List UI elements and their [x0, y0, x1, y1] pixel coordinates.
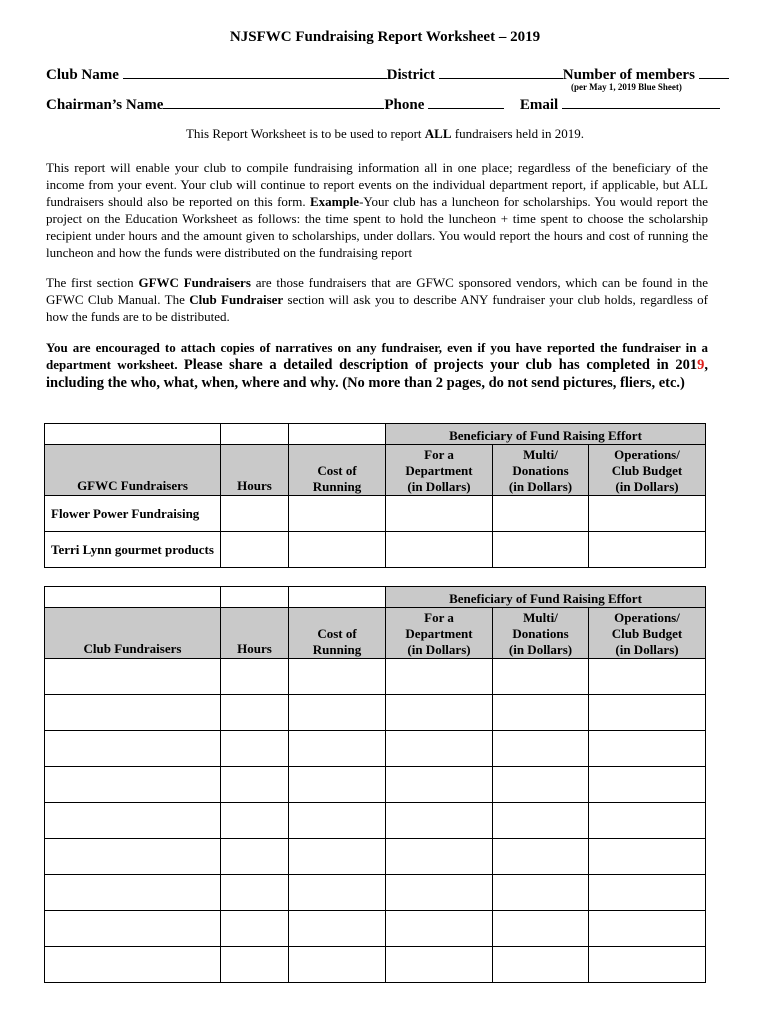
department-cell[interactable] — [386, 911, 493, 947]
table-row — [45, 659, 706, 695]
header-blank-cell — [289, 424, 386, 445]
cost-cell[interactable] — [289, 695, 386, 731]
operations-cell[interactable] — [589, 947, 706, 983]
operations-header-label: Operations/ Club Budget (in Dollars) — [611, 447, 683, 494]
operations-header — [589, 445, 706, 496]
department-cell[interactable] — [386, 767, 493, 803]
department-cell[interactable] — [386, 659, 493, 695]
department-cell[interactable] — [386, 496, 493, 532]
hours-cell[interactable] — [221, 731, 289, 767]
operations-header — [589, 608, 706, 659]
operations-cell[interactable] — [589, 911, 706, 947]
intro-sentence — [0, 126, 770, 142]
fundraiser-name-cell[interactable] — [45, 731, 221, 767]
donations-cell[interactable] — [493, 695, 589, 731]
table-row — [45, 767, 706, 803]
club-name-field[interactable] — [123, 64, 387, 79]
department-header-label: For a Department (in Dollars) — [405, 610, 473, 657]
email-field[interactable] — [562, 94, 720, 109]
donations-cell[interactable] — [493, 803, 589, 839]
cost-cell[interactable] — [289, 496, 386, 532]
donations-header-label: Multi/ Donations (in Dollars) — [508, 610, 573, 657]
club-info-line — [46, 64, 729, 84]
operations-cell[interactable] — [589, 659, 706, 695]
chairman-label: Chairman’s Name — [46, 97, 164, 113]
cost-cell[interactable] — [289, 803, 386, 839]
fundraiser-name-cell[interactable] — [45, 659, 221, 695]
header-blank-cell — [221, 424, 289, 445]
club-fundraiser-term: Club Fundraiser — [189, 292, 284, 307]
fundraiser-name-cell[interactable] — [45, 695, 221, 731]
table-row — [45, 911, 706, 947]
donations-cell[interactable] — [493, 911, 589, 947]
members-field[interactable] — [699, 64, 729, 79]
hours-header: Hours — [221, 445, 289, 496]
phone-label: Phone — [384, 97, 425, 113]
hours-cell[interactable] — [221, 695, 289, 731]
cost-header-label: Cost of Running — [312, 463, 362, 494]
sections-text-a: The first section — [46, 275, 139, 290]
hours-header: Hours — [221, 608, 289, 659]
chairman-info-line — [46, 94, 720, 114]
blue-sheet-note: (per May 1, 2019 Blue Sheet) — [571, 82, 682, 92]
table-row — [45, 803, 706, 839]
cost-header-label: Cost of Running — [312, 626, 362, 657]
narratives-text: You are encouraged to attach copies of narratives on any fundraiser, even if you have reported the fundraiser in a department worksheet. — [46, 340, 708, 372]
operations-cell[interactable] — [589, 695, 706, 731]
phone-field[interactable] — [428, 94, 504, 109]
year-digit-red: 9 — [697, 357, 705, 373]
club-fundraisers-header: Club Fundraisers — [45, 608, 221, 659]
fundraiser-name-cell[interactable] — [45, 875, 221, 911]
operations-cell[interactable] — [589, 532, 706, 568]
cost-cell[interactable] — [289, 911, 386, 947]
share-text-end: , including the who, what, when, where and why. (No more than 2 pages, do not send pictures, fliers, etc.) — [46, 357, 708, 391]
table-row — [45, 875, 706, 911]
cost-cell[interactable] — [289, 767, 386, 803]
hours-cell[interactable] — [221, 911, 289, 947]
header-blank-cell — [289, 587, 386, 608]
department-cell[interactable] — [386, 731, 493, 767]
table-row — [45, 695, 706, 731]
intro-text: This Report Worksheet is to be used to report — [185, 126, 425, 141]
cost-cell[interactable] — [289, 839, 386, 875]
department-header-label: For a Department (in Dollars) — [405, 447, 473, 494]
department-cell[interactable] — [386, 875, 493, 911]
hours-cell[interactable] — [221, 947, 289, 983]
donations-cell[interactable] — [493, 496, 589, 532]
district-field[interactable] — [439, 64, 563, 79]
district-label: District — [386, 67, 435, 83]
fundraiser-name-cell[interactable]: Terri Lynn gourmet products — [45, 532, 221, 568]
intro-text-end: fundraisers held in 2019. — [451, 126, 585, 141]
club-fundraisers-table — [44, 586, 706, 983]
hours-cell[interactable] — [221, 659, 289, 695]
sections-paragraph — [46, 274, 708, 325]
operations-cell[interactable] — [589, 803, 706, 839]
cost-cell[interactable] — [289, 731, 386, 767]
header-blank-cell — [221, 587, 289, 608]
department-cell[interactable] — [386, 947, 493, 983]
donations-header — [493, 445, 589, 496]
beneficiary-header: Beneficiary of Fund Raising Effort — [386, 424, 706, 445]
fundraiser-name-cell[interactable] — [45, 947, 221, 983]
narratives-paragraph — [46, 339, 708, 392]
gfwc-fundraisers-table — [44, 423, 706, 568]
donations-header — [493, 608, 589, 659]
page-title: NJSFWC Fundraising Report Worksheet – 2019 — [229, 29, 541, 45]
donations-header-label: Multi/ Donations (in Dollars) — [508, 447, 573, 494]
donations-cell[interactable] — [493, 947, 589, 983]
donations-cell[interactable] — [493, 659, 589, 695]
cost-cell[interactable] — [289, 875, 386, 911]
hours-cell[interactable] — [221, 875, 289, 911]
cost-header — [289, 608, 386, 659]
cost-cell[interactable] — [289, 659, 386, 695]
department-header — [386, 608, 493, 659]
table-row — [45, 532, 706, 568]
sections-text-e: section will ask you to describe ANY fundraiser your club holds, regardless of how the funds are to be distributed. — [46, 292, 708, 324]
instructions-text: This report will enable your club to compile fundraising information all in one place; regardless of the beneficiary of the income from your event. Your club will continue to report events on the individual department report, if applicable, but ALL fundraisers should also be reported on this form. — [46, 160, 708, 209]
table-row — [45, 731, 706, 767]
operations-cell[interactable] — [589, 875, 706, 911]
hours-cell[interactable] — [221, 532, 289, 568]
donations-cell[interactable] — [493, 532, 589, 568]
header-blank-cell — [45, 424, 221, 445]
header-blank-cell — [45, 587, 221, 608]
hours-cell[interactable] — [221, 767, 289, 803]
department-header — [386, 445, 493, 496]
department-cell[interactable] — [386, 839, 493, 875]
club-name-label: Club Name — [46, 67, 119, 83]
operations-cell[interactable] — [589, 767, 706, 803]
cost-header — [289, 445, 386, 496]
sections-text-c: are those fundraisers that are GFWC sponsored vendors, which can be found in the GFWC Club Manual. The — [46, 275, 708, 307]
example-text: -Your club has a luncheon for scholarships. You would report the project on the Education Worksheet as follows: the time spent to hold the luncheon + time spent to choose the scholarship recipient under hours and the amount given to scholarships, under dollars. You would report the hours and cost of running the luncheon and how the funds were distributed on the fundraising report — [46, 194, 708, 260]
fundraiser-name-cell[interactable]: Flower Power Fundraising — [45, 496, 221, 532]
operations-header-label: Operations/ Club Budget (in Dollars) — [611, 610, 683, 657]
table-row — [45, 496, 706, 532]
instructions-paragraph — [46, 159, 708, 261]
operations-cell[interactable] — [589, 731, 706, 767]
gfwc-fundraisers-header: GFWC Fundraisers — [45, 445, 221, 496]
department-cell[interactable] — [386, 803, 493, 839]
table-row — [45, 839, 706, 875]
cost-cell[interactable] — [289, 947, 386, 983]
cost-cell[interactable] — [289, 532, 386, 568]
operations-cell[interactable] — [589, 496, 706, 532]
department-cell[interactable] — [386, 695, 493, 731]
email-label: Email — [519, 97, 559, 113]
donations-cell[interactable] — [493, 767, 589, 803]
hours-cell[interactable] — [221, 839, 289, 875]
donations-cell[interactable] — [493, 875, 589, 911]
fundraiser-name-cell[interactable] — [45, 803, 221, 839]
donations-cell[interactable] — [493, 731, 589, 767]
fundraiser-name-cell[interactable] — [45, 911, 221, 947]
operations-cell[interactable] — [589, 839, 706, 875]
chairman-field[interactable] — [163, 94, 384, 109]
gfwc-fundraisers-term: GFWC Fundraisers — [138, 275, 251, 290]
donations-cell[interactable] — [493, 839, 589, 875]
hours-cell[interactable] — [221, 496, 289, 532]
beneficiary-header: Beneficiary of Fund Raising Effort — [386, 587, 706, 608]
table-row — [45, 947, 706, 983]
intro-bold: ALL — [424, 126, 452, 141]
fundraiser-name-cell[interactable] — [45, 839, 221, 875]
share-text: Please share a detailed description of projects your club has completed in 201 — [183, 357, 698, 373]
example-label: Example — [309, 194, 360, 209]
hours-cell[interactable] — [221, 803, 289, 839]
fundraiser-name-cell[interactable] — [45, 767, 221, 803]
members-label: Number of members — [562, 67, 695, 83]
department-cell[interactable] — [386, 532, 493, 568]
